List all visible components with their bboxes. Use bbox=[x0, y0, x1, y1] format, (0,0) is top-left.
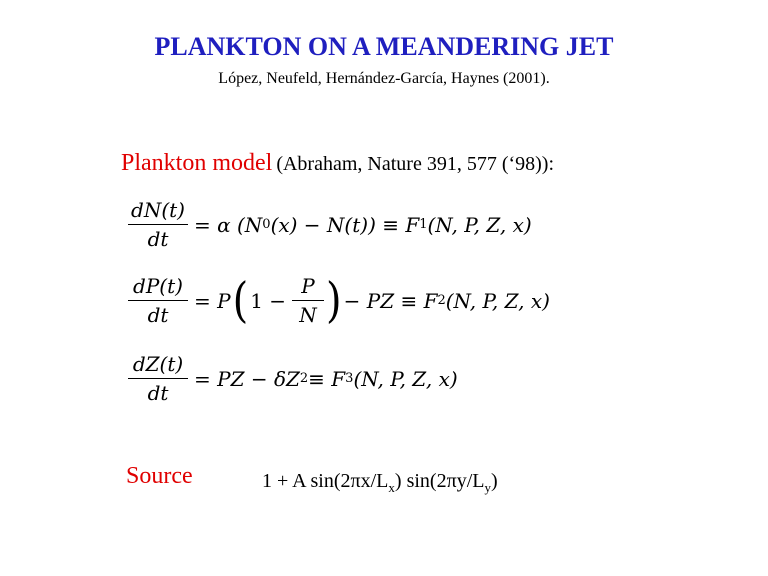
model-reference: (Abraham, Nature 391, 577 (‘98)): bbox=[276, 153, 555, 175]
equation-n-args: (N, P, Z, x) bbox=[427, 212, 532, 237]
equation-n-lhs bbox=[128, 198, 188, 251]
equation-n-denominator: dt bbox=[128, 224, 188, 251]
right-paren: ) bbox=[326, 272, 342, 329]
authors-line: López, Neufeld, Hernández-García, Haynes (2001). bbox=[218, 70, 550, 87]
equation-p-rhs-b: − PZ ≡ F bbox=[343, 288, 438, 313]
source-suffix: ) bbox=[490, 470, 498, 492]
equation-p-numerator: dP(t) bbox=[133, 274, 183, 298]
left-paren: ( bbox=[232, 272, 249, 329]
equation-z-numerator: dZ(t) bbox=[132, 352, 184, 376]
pi-symbol: π bbox=[446, 470, 457, 492]
equation-p-lhs bbox=[128, 274, 188, 327]
equation-p-inner-den: N bbox=[292, 300, 324, 327]
source-sub-y: y bbox=[484, 480, 491, 495]
equation-n-numerator: dN(t) bbox=[131, 198, 185, 222]
equation-p-inner-num: P bbox=[301, 274, 315, 298]
source-y-over: y/L bbox=[456, 470, 485, 492]
source-label: Source bbox=[126, 463, 193, 489]
model-heading bbox=[121, 150, 554, 177]
equation-n-rhs-b: (x) − N(t)) ≡ F bbox=[270, 212, 420, 237]
equation-p-denominator: dt bbox=[128, 300, 188, 327]
equation-z-fsub: 3 bbox=[345, 371, 354, 386]
equation-z bbox=[128, 352, 458, 405]
equation-z-rhs-b: ≡ F bbox=[308, 366, 346, 391]
equation-p-fsub: 2 bbox=[437, 293, 446, 308]
equation-n-sub0: 0 bbox=[262, 217, 271, 232]
equation-z-sup: 2 bbox=[299, 371, 309, 386]
source-mid: ) sin(2 bbox=[394, 470, 447, 492]
source-formula bbox=[262, 470, 498, 496]
slide-title: PLANKTON ON A MEANDERING JET bbox=[154, 32, 614, 61]
equation-p-inner-frac bbox=[292, 274, 324, 327]
equation-p-rhs-a: = P bbox=[194, 288, 231, 313]
model-label: Plankton model bbox=[121, 150, 273, 176]
equation-n bbox=[128, 198, 532, 251]
equation-n-rhs-a: = α (N bbox=[194, 212, 263, 237]
equation-p-inner-one: 1 − bbox=[250, 288, 287, 313]
equation-z-args: (N, P, Z, x) bbox=[353, 366, 458, 391]
source-x-over: x/L bbox=[360, 470, 389, 492]
equation-p-args: (N, P, Z, x) bbox=[445, 288, 550, 313]
equation-z-lhs bbox=[128, 352, 188, 405]
equation-z-rhs-a: = PZ − δZ bbox=[194, 366, 300, 391]
equation-p bbox=[128, 274, 550, 327]
equation-z-denominator: dt bbox=[128, 378, 188, 405]
source-sub-x: x bbox=[388, 480, 395, 495]
equation-n-fsub: 1 bbox=[419, 217, 428, 232]
source-prefix: 1 + A sin(2 bbox=[262, 470, 351, 492]
pi-symbol: π bbox=[350, 470, 361, 492]
